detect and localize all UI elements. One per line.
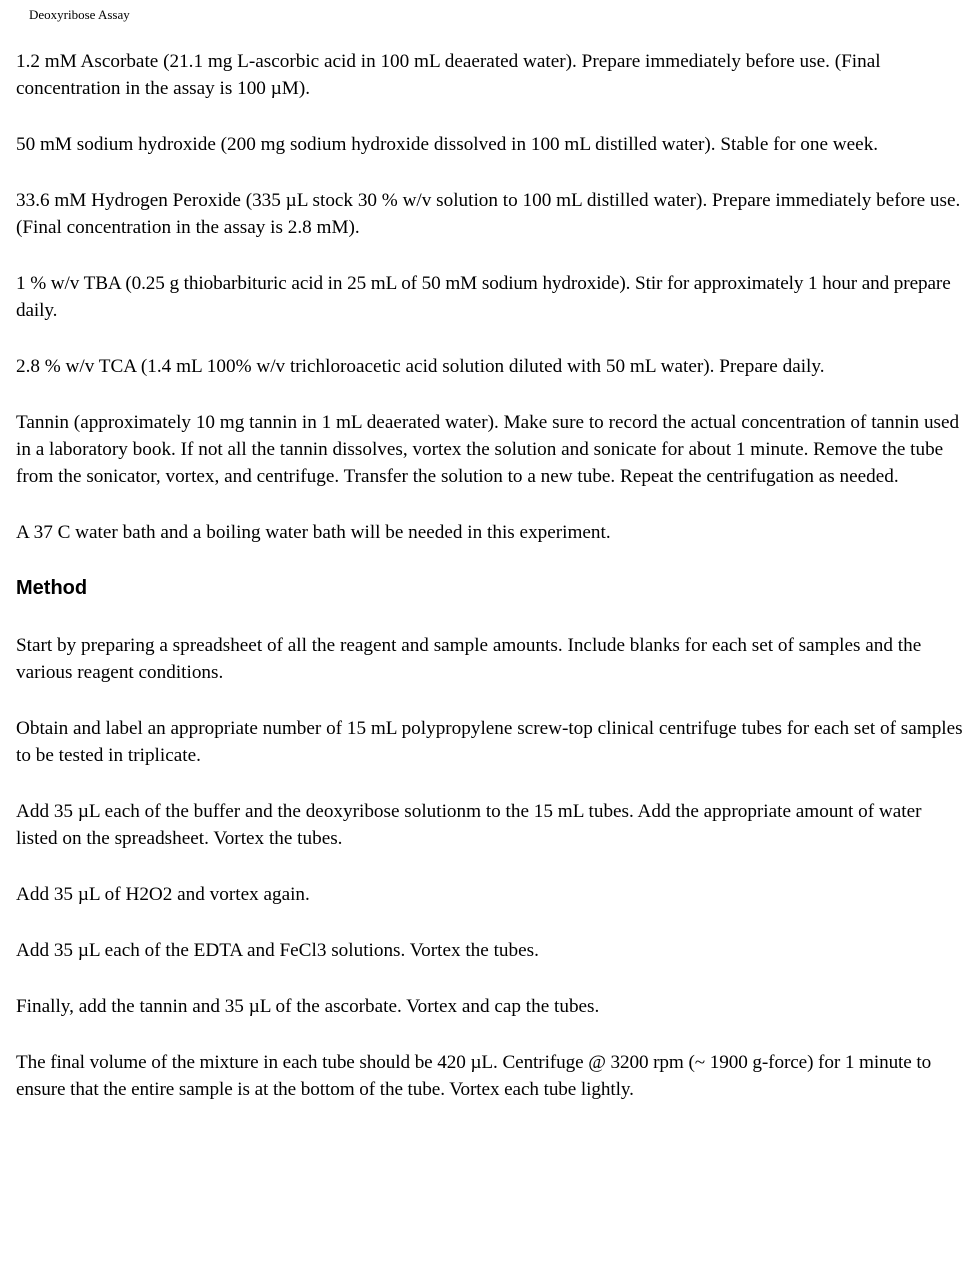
- method-step-label-tubes: Obtain and label an appropriate number of 15 mL polypropylene screw-top clinical centrifuge tubes for each set of samples to be tested in triplicate.: [16, 718, 963, 766]
- method-step-centrifuge: The final volume of the mixture in each tube should be 420 µL. Centrifuge @ 3200 rpm (~ 1900 g-force) for 1 minute to ensure that the entire sample is at the bottom of the tube. Vortex each tube lightly.: [16, 1052, 932, 1100]
- document-body: [16, 48, 964, 1132]
- page-header-title: Deoxyribose Assay: [29, 7, 130, 22]
- method-step-add-buffer: Add 35 µL each of the buffer and the deoxyribose solutionm to the 15 mL tubes. Add the appropriate amount of water listed on the spreadsheet. Vortex the tubes.: [16, 801, 922, 849]
- water-bath-note: A 37 C water bath and a boiling water bath will be needed in this experiment.: [16, 522, 611, 543]
- reagent-tba: 1 % w/v TBA (0.25 g thiobarbituric acid in 25 mL of 50 mM sodium hydroxide). Stir for approximately 1 hour and prepare daily.: [16, 273, 951, 321]
- method-step-spreadsheet: Start by preparing a spreadsheet of all the reagent and sample amounts. Include blanks for each set of samples and the various reagent conditions.: [16, 635, 922, 683]
- reagent-ascorbate: 1.2 mM Ascorbate (21.1 mg L-ascorbic acid in 100 mL deaerated water). Prepare immediately before use. (Final concentration in the assay is 100 µM).: [16, 51, 881, 99]
- reagent-hydrogen-peroxide: 33.6 mM Hydrogen Peroxide (335 µL stock 30 % w/v solution to 100 mL distilled water). Prepare immediately before use. (Final concentration in the assay is 2.8 mM).: [16, 190, 961, 238]
- method-heading: Method: [16, 577, 88, 599]
- method-step-add-tannin: Finally, add the tannin and 35 µL of the ascorbate. Vortex and cap the tubes.: [16, 996, 600, 1017]
- reagent-tca: 2.8 % w/v TCA (1.4 mL 100% w/v trichloroacetic acid solution diluted with 50 mL water). Prepare daily.: [16, 356, 825, 377]
- method-step-add-edta-fecl3: Add 35 µL each of the EDTA and FeCl3 solutions. Vortex the tubes.: [16, 940, 539, 961]
- reagent-sodium-hydroxide: 50 mM sodium hydroxide (200 mg sodium hydroxide dissolved in 100 mL distilled water). Stable for one week.: [16, 134, 879, 155]
- method-step-add-h2o2: Add 35 µL of H2O2 and vortex again.: [16, 884, 310, 905]
- reagent-tannin: Tannin (approximately 10 mg tannin in 1 mL deaerated water). Make sure to record the actual concentration of tannin used in a laboratory book. If not all the tannin dissolves, vortex the solution and sonicate for about 1 minute. Remove the tube from the sonicator, vortex, and centrifuge. Transfer the solution to a new tube. Repeat the centrifugation as needed.: [16, 412, 960, 487]
